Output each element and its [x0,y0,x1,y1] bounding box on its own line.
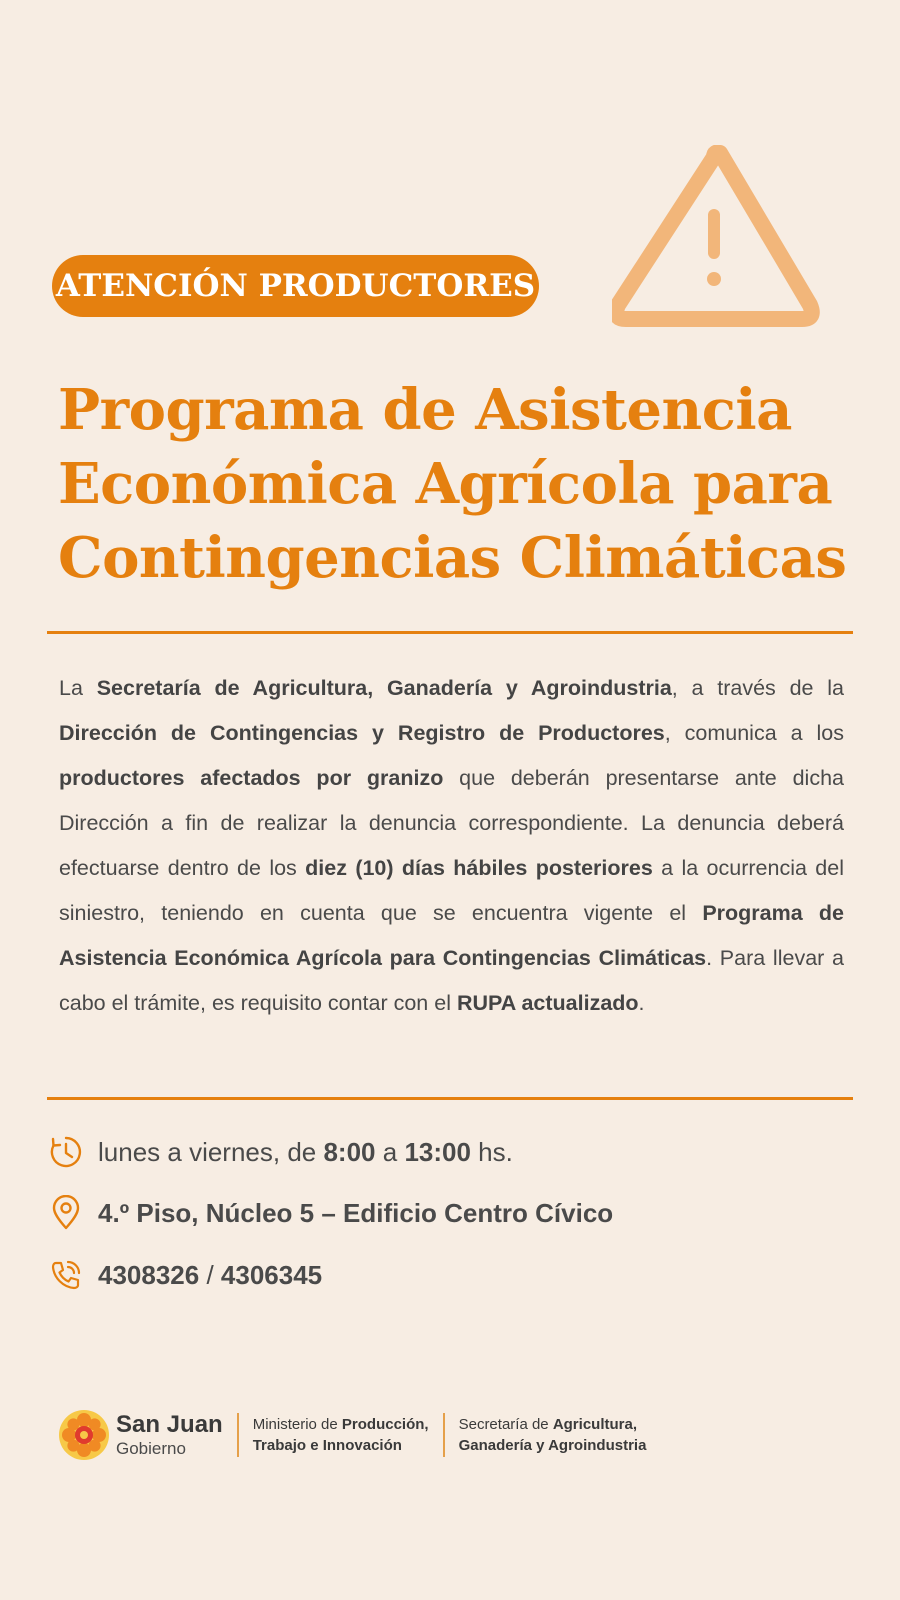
body-bold: diez (10) días hábiles posteriores [305,856,653,880]
office-address [48,1195,808,1231]
address-text [98,1198,613,1229]
address-value: 4.º Piso, Núcleo 5 – Edificio Centro Cívico [98,1197,614,1228]
body-text: , comunica a los [664,721,844,745]
secretaria-bold-1: Agricultura, [552,1416,637,1433]
title-line-1: Programa de Asistencia [58,377,792,443]
body-bold: productores afectados por granizo [59,766,444,790]
ministry-name [253,1414,429,1456]
hours-text [98,1137,513,1168]
footer-logos [58,1408,646,1462]
clock-icon [48,1134,84,1170]
body-text: La [59,676,97,700]
phone-number-1: 4308326 [98,1259,200,1290]
location-pin-icon [48,1195,84,1231]
hours-suffix: hs. [470,1136,513,1167]
phone-number-2: 4306345 [220,1259,323,1290]
secretaria-bold-2: Ganadería y Agroindustria [458,1437,647,1454]
san-juan-sun-logo [58,1409,110,1461]
top-divider [47,631,853,634]
office-phone [48,1257,808,1293]
page-title [58,373,858,595]
phone-icon [48,1257,84,1293]
warning-triangle-icon [612,145,828,330]
footer-separator [237,1413,239,1457]
hours-prefix: lunes a viernes, de [98,1136,324,1167]
title-line-2: Económica Agrícola para [58,451,833,517]
hours-start: 8:00 [323,1136,376,1167]
body-bold: Dirección de Contingencias y Registro de Productores [59,721,665,745]
brand-sub: Gobierno [116,1439,186,1458]
announcement-paragraph [59,666,844,1026]
body-text: . Para llevar a cabo el trámite, es requisito contar con el [59,946,844,1015]
body-bold: Secretaría de Agricultura, Ganadería y Agroindustria [96,676,672,700]
ministry-bold-1: Producción, [341,1416,429,1433]
hours-end: 13:00 [404,1136,471,1167]
phone-separator: / [199,1259,221,1290]
brand-name: San Juan [116,1411,223,1438]
phone-text [98,1260,322,1291]
body-bold: RUPA actualizado [456,991,639,1015]
footer-separator [443,1413,445,1457]
body-text: , a través de la [671,676,845,700]
brand [116,1413,223,1457]
ministry-bold-2: Trabajo e Innovación [252,1437,402,1454]
body-text: . [638,991,645,1015]
hours-mid: a [375,1136,405,1167]
secretaria-name [459,1414,647,1456]
secretaria-prefix: Secretaría de [458,1416,553,1433]
ministry-prefix: Ministerio de [252,1416,342,1433]
body-text: que deberán presentarse ante dicha Dirección a fin de realizar la denuncia correspondiente. La denuncia deberá efectuarse dentro de los [59,766,844,880]
title-line-3: Contingencias Climáticas [58,525,847,591]
body-text: a la ocurrencia del siniestro, teniendo en cuenta que se encuentra vigente el [59,856,844,925]
bottom-divider [47,1097,853,1100]
attention-badge: ATENCIÓN PRODUCTORES [52,255,539,317]
office-hours [48,1134,808,1170]
body-bold: Programa de Asistencia Económica Agrícola para Contingencias Climáticas [59,901,845,970]
